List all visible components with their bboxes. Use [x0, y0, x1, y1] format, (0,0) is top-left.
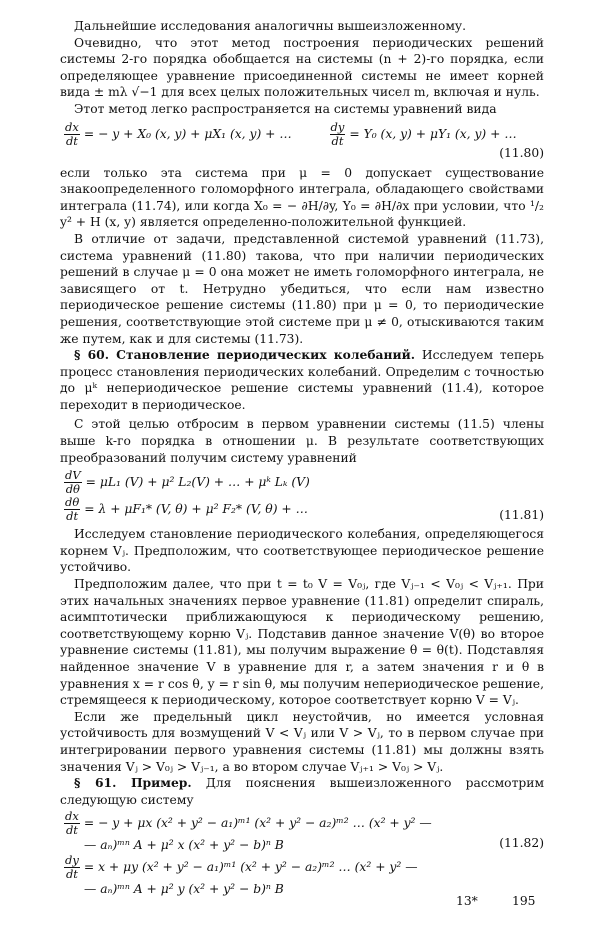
paragraph-unstable-cycle: Если же предельный цикл неустойчив, но имеется условная устойчивость для возмущений V < Vⱼ или V > Vⱼ, то в первом случае при интегрировании первого уравнения системы (11.81) мы должны взять значения Vⱼ > V₀ⱼ > Vⱼ₋₁, а во втором случае Vⱼ₊₁ > V₀ⱼ > Vⱼ.	[60, 709, 544, 774]
paragraph-method-generalization: Очевидно, что этот метод построения периодических решений системы 2-го порядка обобщается на системы (n + 2)-го порядка, если определяющее уравнение присоединенной системы не имеет корней вида ± mλ √−1 для всех целых положительных чисел m, включая и нуль.	[60, 35, 544, 100]
equation-11-82	[60, 810, 544, 897]
section-61-text: Для пояснения вышеизложенного рассмотрим следующую систему	[60, 776, 545, 807]
section-60-heading: § 60. Становление периодических колебаний.	[74, 347, 416, 363]
equation-11-82-rhs-x-line2: — aₙ)ᵐⁿ A + μ² x (x² + y² − b)ⁿ B	[84, 838, 284, 853]
signature-mark: 13*	[456, 894, 478, 908]
paragraph-method-extension: Этот метод легко распространяется на системы уравнений вида	[74, 101, 497, 116]
equation-number-11-81: (11.81)	[499, 507, 544, 522]
section-60-text: Исследуем теперь процесс становления периодических колебаний. Определим с точностью до μᵏ непериодическое решение системы уравнений (11.4), которое переходит в периодическое.	[60, 348, 544, 412]
equation-11-82-rhs-y-line2: — aₙ)ᵐⁿ A + μ² y (x² + y² − b)ⁿ B	[84, 881, 284, 896]
page-number: 195	[512, 894, 536, 908]
fraction-dy-dt-example: $\frac{dy}{dt}$	[65, 852, 79, 881]
paragraph-integral-condition: если только эта система при μ = 0 допускает существование знакоопределенного голоморфного интеграла, обладающего свойствами интеграла (11.74), или когда X₀ = − ∂H/∂y, Y₀ = ∂H/∂x при условии, что ¹/₂ y² + H (x, y) является определенно-положительной функцией.	[60, 165, 544, 230]
equation-11-82-rhs-y-line1: = x + μy (x² + y² − a₁)ᵐ¹ (x² + y² − a₂)ᵐ² … (x² + y² —	[83, 859, 418, 874]
equation-11-80	[60, 121, 544, 162]
equation-number-11-82: (11.82)	[499, 835, 544, 850]
fraction-dx-dt-example: $\frac{dx}{dt}$	[65, 809, 79, 838]
fraction-dy-dt: $\frac{dy}{dt}$	[330, 119, 345, 148]
paragraph-root-study: Исследуем становление периодического колебания, определяющегося корнем Vⱼ. Предположим, что соответствующее периодическое решение устойчиво.	[60, 527, 544, 575]
paragraph-intro: Дальнейшие исследования аналогичны вышеизложенному.	[74, 19, 467, 33]
text-column	[60, 18, 544, 901]
section-61	[60, 775, 544, 808]
section-60	[60, 347, 544, 413]
equation-11-82-rhs-x-line1: = − y + μx (x² + y² − a₁)ᵐ¹ (x² + y² − a₂)ᵐ² … (x² + y² —	[83, 816, 432, 831]
paragraph-comparison: В отличие от задачи, представленной системой уравнений (11.73), система уравнений (11.80) такова, что при наличии периодических решений в случае μ = 0 она может не иметь голоморфного интеграла, не зависящего от t. Нетрудно убедиться, что если нам известно периодическое решение системы (11.80) при μ = 0, то периодические решения, соответствующие этой системе при μ ≠ 0, отыскиваются таким же путем, как и для системы (11.73).	[60, 231, 544, 346]
equation-11-80-rhs-y: = Y₀ (x, y) + μY₁ (x, y) + …	[349, 126, 517, 141]
fraction-dx-dt: $\frac{dx}{dt}$	[65, 119, 79, 148]
equation-11-81	[60, 469, 544, 523]
paragraph-initial-values: Предположим далее, что при t = t₀ V = V₀ⱼ, где Vⱼ₋₁ < V₀ⱼ < Vⱼ₊₁. При этих начальных значениях первое уравнение (11.81) определит спираль, асимптотически приближающуюся к периодическому решению, соответствующему корню Vⱼ. Подставив данное значение V(θ) во второе уравнение системы (11.81), мы получим выражение θ = θ(t). Подставляя найденное значение V в уравнение для r, а затем значения r и θ в уравнения x = r cos θ, y = r sin θ, мы получим непериодическое решение, стремящееся к периодическому, которое соответствует корню V = Vⱼ.	[60, 577, 544, 708]
equation-11-80-rhs-x: = − y + X₀ (x, y) + μX₁ (x, y) + …	[83, 126, 292, 141]
equation-11-81-rhs-theta: = λ + μF₁* (V, θ) + μ² F₂* (V, θ) + …	[84, 502, 308, 517]
equation-11-81-rhs-V: = μL₁ (V) + μ² L₂(V) + … + μᵏ Lₖ (V)	[85, 475, 310, 490]
fraction-dV-dtheta: $\frac{dV}{d\theta}$	[65, 468, 81, 497]
fraction-dtheta-dt: $\frac{d\theta}{dt}$	[65, 495, 80, 524]
paragraph-truncation: С этой целью отбросим в первом уравнении системы (11.5) члены выше k-го порядка в отношении μ. В результате соответствующих преобразований получим систему уравнений	[60, 417, 544, 465]
section-61-heading: § 61. Пример.	[74, 775, 192, 791]
equation-number-11-80: (11.80)	[499, 145, 544, 160]
